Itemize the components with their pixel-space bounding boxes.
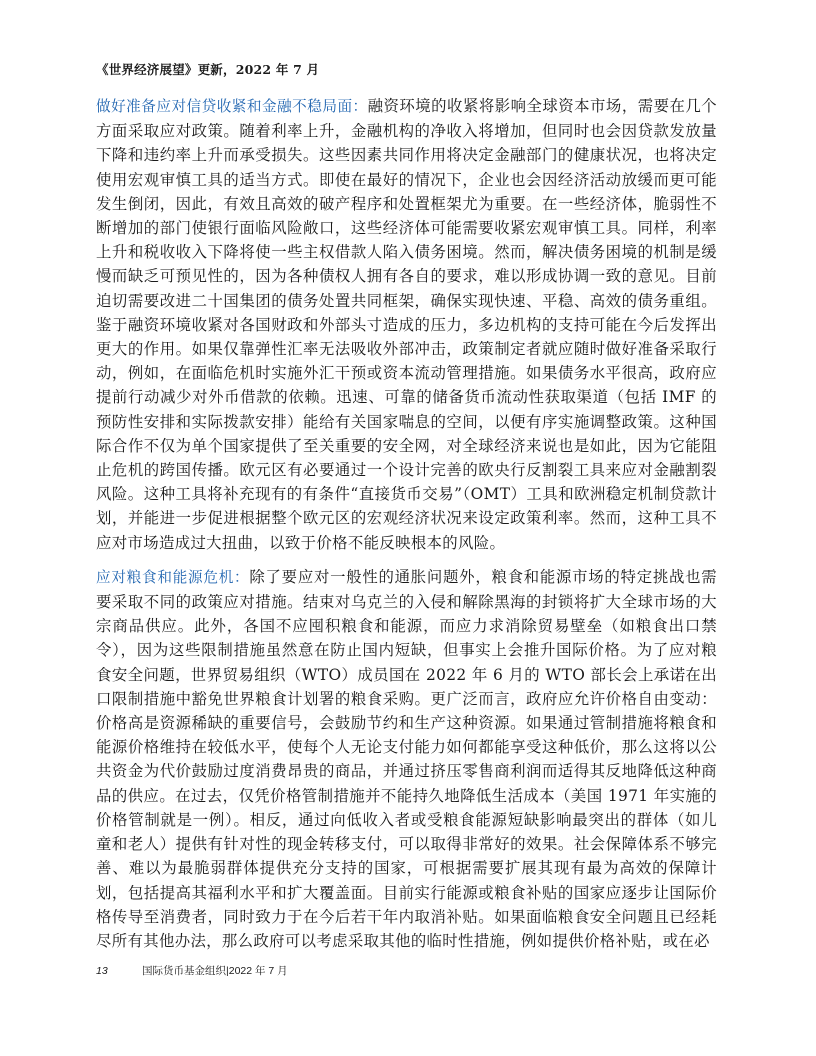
paragraph-credit-tightening <box>96 94 717 555</box>
paragraph-food-energy-crisis <box>96 565 717 953</box>
paragraph-lead-heading: 做好准备应对信贷收紧和金融不稳局面： <box>96 98 368 115</box>
document-body <box>96 94 717 953</box>
footer-source: 国际货币基金组织|2022 年 7 月 <box>142 965 288 977</box>
page-footer <box>96 963 288 978</box>
page-number: 13 <box>96 965 108 977</box>
paragraph-body-text: 除了要应对一般性的通胀问题外，粮食和能源市场的特定挑战也需要采取不同的政策应对措施。结束对乌克兰的入侵和解除黑海的封锁将扩大全球市场的大宗商品供应。此外，各国不应囤积粮食和能源，而应力求消除贸易壁垒（如粮食出口禁令），因为这些限制措施虽然意在防止国内短缺，但事实上会推升国际价格。为了应对粮食安全问题，世界贸易组织（WTO）成员国在 2022 年 6 月的 WTO 部长会上承诺在出口限制措施中豁免世界粮食计划署的粮食采购。更广泛而言，政府应允许价格自由变动：价格高是资源稀缺的重要信号，会鼓励节约和生产这种资源。如果通过管制措施将粮食和能源价格维持在较低水平，使每个人无论支付能力如何都能享受这种低价，那么这将以公共资金为代价鼓励过度消费昂贵的商品，并通过挤压零售商利润而适得其反地降低这种商品的供应。在过去，仅凭价格管制措施并不能持久地降低生活成本（美国 1971 年实施的价格管制就是一例）。相反，通过向低收入者或受粮食能源短缺影响最突出的群体（如儿童和老人）提供有针对性的现金转移支付，可以取得非常好的效果。社会保障体系不够完善、难以为最脆弱群体提供充分支持的国家，可根据需要扩展其现有最为高效的保障计划，包括提高其福利水平和扩大覆盖面。目前实行能源或粮食补贴的国家应逐步让国际价格传导至消费者，同时致力于在今后若干年内取消补贴。如果面临粮食安全问题且已经耗尽所有其他办法，那么政府可以考虑采取其他的临时性措施，例如提供价格补贴，或在必 <box>96 567 717 950</box>
paragraph-lead-heading: 应对粮食和能源危机： <box>96 568 250 586</box>
paragraph-body-text: 融资环境的收紧将影响全球资本市场，需要在几个方面采取应对政策。随着利率上升，金融机构的净收入将增加，但同时也会因贷款发放量下降和违约率上升而承受损失。这些因素共同作用将决定金融部门的健康状况，也将决定使用宏观审慎工具的适当方式。即使在最好的情况下，企业也会因经济活动放缓而更可能发生倒闭，因此，有效且高效的破产程序和处置框架尤为重要。在一些经济体，脆弱性不断增加的部门使银行面临风险敞口，这些经济体可能需要收紧宏观审慎工具。同样，利率上升和税收收入下降将使一些主权借款人陷入债务困境。然而，解决债务困境的机制是缓慢而缺乏可预见性的，因为各种债权人拥有各自的要求，难以形成协调一致的意见。目前迫切需要改进二十国集团的债务处置共同框架，确保实现快速、平稳、高效的债务重组。鉴于融资环境收紧对各国财政和外部头寸造成的压力，多边机构的支持可能在今后发挥出更大的作用。如果仅靠弹性汇率无法吸收外部冲击，政策制定者就应随时做好准备采取行动，例如，在面临危机时实施外汇干预或资本流动管理措施。如果债务水平很高，政府应提前行动减少对外币借款的依赖。迅速、可靠的储备货币流动性获取渠道（包括 IMF 的预防性安排和实际拨款安排）能给有关国家喘息的空间，以便有序实施调整政策。这种国际合作不仅为单个国家提供了至关重要的安全网，对全球经济来说也是如此，因为它能阻止危机的跨国传播。欧元区有必要通过一个设计完善的欧央行反割裂工具来应对金融割裂风险。这种工具将补充现有的有条件“直接货币交易”（OMT）工具和欧洲稳定机制贷款计划，并能进一步促进根据整个欧元区的宏观经济状况来设定政策利率。然而，这种工具不应对市场造成过大扭曲，以致于价格不能反映根本的风险。 <box>96 97 717 552</box>
running-header: 《世界经济展望》更新，2022 年 7 月 <box>96 62 320 77</box>
